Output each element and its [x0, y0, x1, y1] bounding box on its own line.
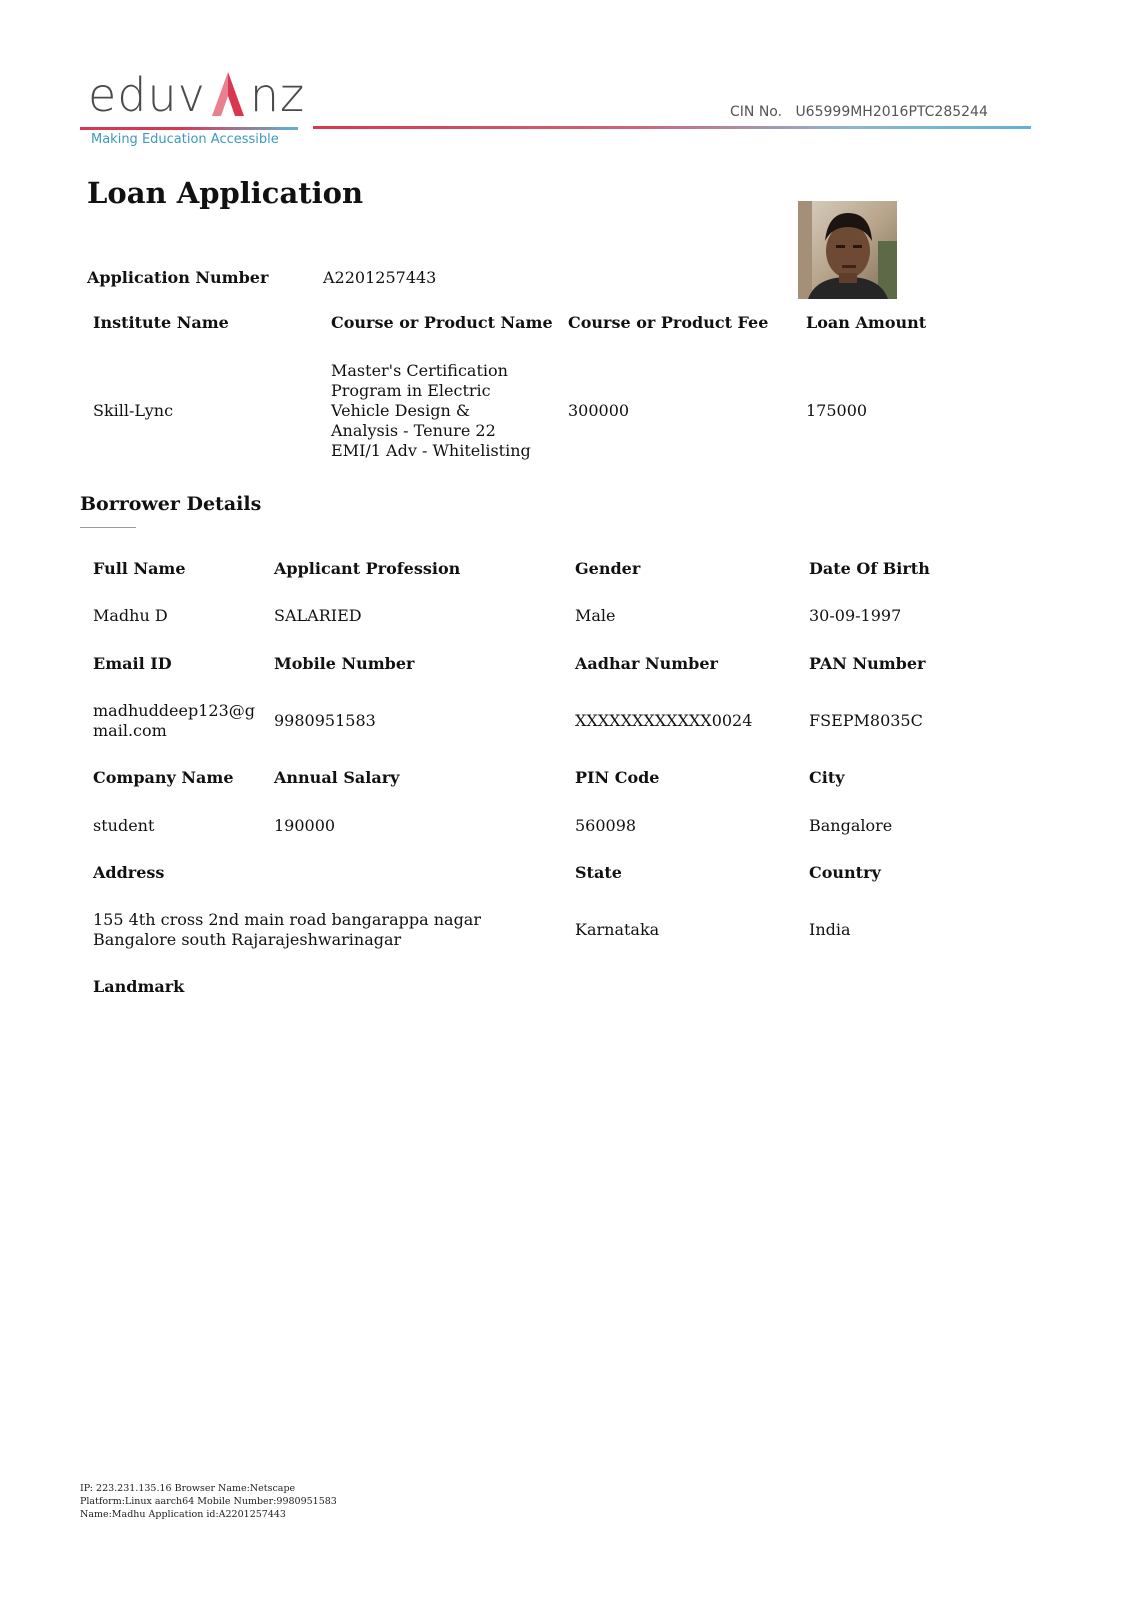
borrower-details-heading: Borrower Details	[80, 493, 262, 515]
city-label: City	[809, 768, 845, 787]
cin-value: U65999MH2016PTC285244	[795, 104, 988, 120]
cin-label: CIN No.	[730, 104, 783, 120]
application-number-value: A2201257443	[323, 268, 437, 287]
loan-amount-header: Loan Amount	[806, 313, 927, 332]
header-divider	[313, 126, 1031, 129]
company-value: student	[93, 816, 155, 835]
aadhar-value: XXXXXXXXXXXX0024	[575, 711, 753, 730]
footer-line-2: Platform:Linux aarch64 Mobile Number:9980951583	[80, 1496, 337, 1507]
footer-meta	[80, 1482, 380, 1521]
state-value: Karnataka	[575, 920, 660, 939]
logo-text-right: nz	[249, 68, 306, 122]
aadhar-label: Aadhar Number	[575, 654, 718, 673]
email-line-2: mail.com	[93, 721, 167, 740]
logo-a-mark-icon	[208, 70, 248, 118]
pin-value: 560098	[575, 816, 637, 835]
address-value: 155 4th cross 2nd main road bangarappa nagar Bangalore south Rajarajeshwarinagar	[93, 910, 481, 949]
landmark-label: Landmark	[93, 977, 185, 996]
gender-value: Male	[575, 606, 616, 625]
country-label: Country	[809, 863, 881, 882]
course-name-header: Course or Product Name	[331, 313, 553, 332]
mobile-value: 9980951583	[274, 711, 376, 730]
email-label: Email ID	[93, 654, 172, 673]
dob-value: 30-09-1997	[809, 606, 902, 625]
profession-value: SALARIED	[274, 606, 362, 625]
email-line-1: madhuddeep123@g	[93, 701, 256, 720]
profession-label: Applicant Profession	[274, 559, 461, 578]
company-label: Company Name	[93, 768, 234, 787]
gender-label: Gender	[575, 559, 641, 578]
applicant-photo	[798, 201, 897, 299]
institute-name-value: Skill-Lync	[93, 401, 174, 420]
footer-line-3: Name:Madhu Application id:A2201257443	[80, 1509, 286, 1520]
country-value: India	[809, 920, 851, 939]
course-name-value: Master's Certification Program in Electric Vehicle Design & Analysis - Tenure 22 EMI/1 Adv - Whitelisting	[331, 361, 531, 460]
course-fee-header: Course or Product Fee	[568, 313, 769, 332]
address-label: Address	[93, 863, 165, 882]
state-label: State	[575, 863, 622, 882]
full-name-label: Full Name	[93, 559, 186, 578]
pin-label: PIN Code	[575, 768, 660, 787]
eduvanz-logo	[88, 68, 306, 122]
loan-amount-value: 175000	[806, 401, 868, 420]
institute-name-header: Institute Name	[93, 313, 229, 332]
page-title: Loan Application	[87, 176, 364, 210]
cin-number	[730, 104, 988, 120]
application-number-label: Application Number	[87, 268, 269, 287]
full-name-value: Madhu D	[93, 606, 168, 625]
pan-label: PAN Number	[809, 654, 926, 673]
salary-value: 190000	[274, 816, 336, 835]
logo-text-left: eduv	[88, 68, 206, 122]
email-value	[93, 701, 255, 741]
pan-value: FSEPM8035C	[809, 711, 923, 730]
section-underline	[80, 527, 136, 528]
city-value: Bangalore	[809, 816, 893, 835]
salary-label: Annual Salary	[274, 768, 400, 787]
logo-underline	[80, 127, 298, 130]
course-fee-value: 300000	[568, 401, 630, 420]
footer-line-1: IP: 223.231.135.16 Browser Name:Netscape	[80, 1483, 296, 1494]
logo-tagline: Making Education Accessible	[91, 132, 279, 147]
dob-label: Date Of Birth	[809, 559, 930, 578]
mobile-label: Mobile Number	[274, 654, 415, 673]
